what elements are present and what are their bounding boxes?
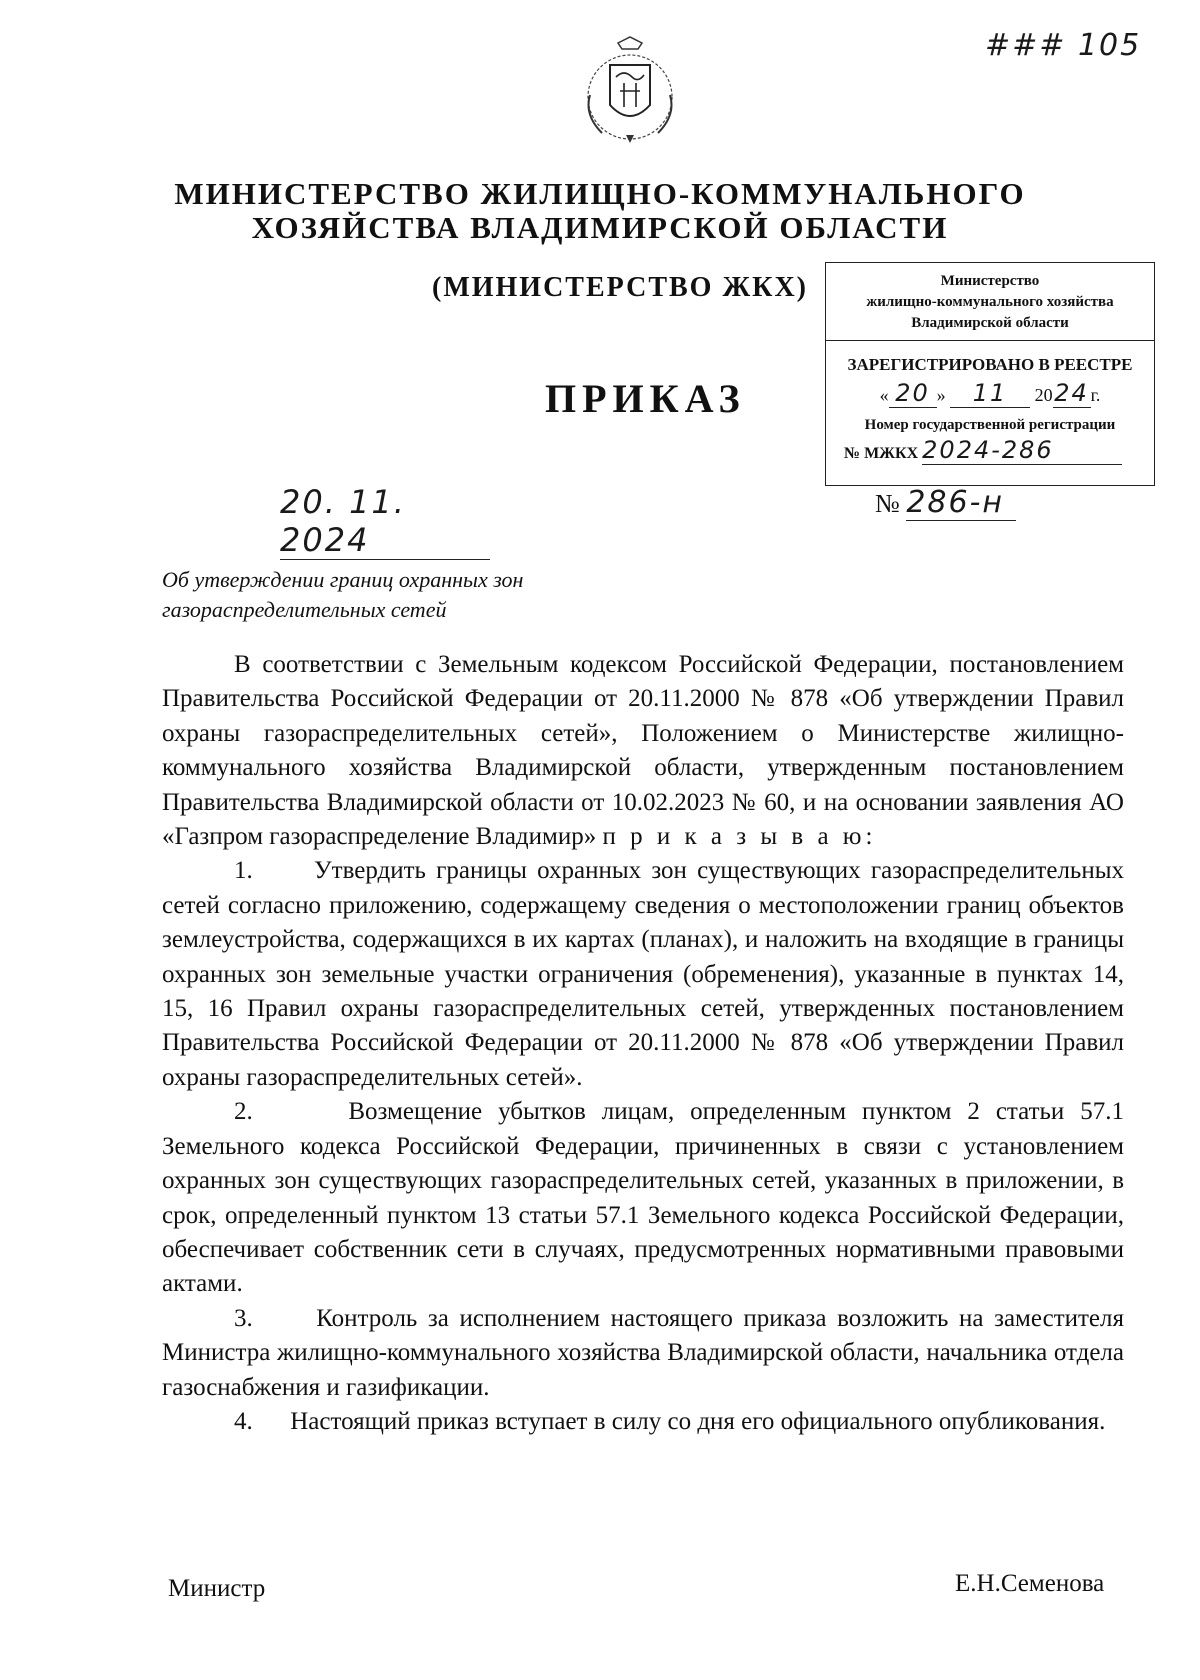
item-number: 3. bbox=[234, 1304, 253, 1332]
ministry-name-line1: МИНИСТЕРСТВО ЖИЛИЩНО-КОММУНАЛЬНОГО bbox=[174, 176, 1026, 211]
signatory-name: Е.Н.Семенова bbox=[955, 1570, 1105, 1597]
order-body bbox=[162, 648, 1124, 1439]
stamp-year-unit: г. bbox=[1090, 385, 1101, 405]
stamp-registered-label: ЗАРЕГИСТРИРОВАНО В РЕЕСТРЕ bbox=[847, 355, 1133, 374]
stamp-month: 11 bbox=[950, 379, 1030, 408]
stamp-reg-number-label: Номер государственной регистрации bbox=[864, 417, 1116, 433]
preamble-text: В соответствии с Земельным кодексом Российской Федерации, постановлением Правительства Российской Федерации от 20.11.2000 № 878 «Об утверждении Правил охраны газораспределительных сетей», Положением о Министерстве жилищно-коммунального хозяйства Владимирской области, утвержденным постановлением Правительства Владимирской области от 10.02.2023 № 60, и на основании заявления АО «Газпром газораспределение Владимир» bbox=[162, 651, 1124, 851]
stamp-org-line: жилищно-коммунального хозяйства bbox=[866, 294, 1114, 310]
document-number-mark: ### 105 bbox=[985, 28, 1142, 63]
ministry-name-line2: ХОЗЯЙСТВА ВЛАДИМИРСКОЙ ОБЛАСТИ bbox=[251, 210, 949, 245]
registration-stamp bbox=[825, 262, 1155, 486]
item-number: 1. bbox=[234, 857, 253, 885]
subject-line: газораспределительных сетей bbox=[162, 597, 447, 622]
item-number: 4. bbox=[234, 1407, 253, 1435]
preamble-paragraph bbox=[162, 648, 1124, 854]
stamp-reg-number-line bbox=[844, 436, 1154, 465]
stamp-year-prefix: 20 bbox=[1034, 385, 1053, 405]
order-item bbox=[162, 1405, 1124, 1439]
order-item bbox=[162, 1302, 1124, 1405]
stamp-reg-number-prefix: № МЖКХ bbox=[844, 445, 919, 462]
stamp-organization bbox=[826, 263, 1154, 341]
item-text: Утвердить границы охранных зон существующих газораспределительных сетей согласно приложению, содержащему сведения о местоположении границ объектов землеустройства, содержащихся в их картах (планах), и наложить на входящие в границы охранных зон земельные участки ограничения (обременения), указанные в пунктах 14, 15, 16 Правил охраны газораспределительных сетей, утвержденных постановлением Правительства Российской Федерации от 20.11.2000 № 878 «Об утверждении Правил охраны газораспределительных сетей». bbox=[162, 857, 1124, 1091]
order-number-line bbox=[875, 485, 1016, 521]
item-number: 2. bbox=[234, 1098, 253, 1126]
order-number: 286-н bbox=[906, 485, 1016, 521]
item-text: Возмещение убытков лицам, определенным пунктом 2 статьи 57.1 Земельного кодекса Российской Федерации, причиненных в связи с установлением охранных зон существующих газораспределительных сетей, указанных в приложении, в срок, определенный пунктом 13 статьи 57.1 Земельного кодекса Российской Федерации, обеспечивает собственник сети в случаях, предусмотренных нормативными правовыми актами. bbox=[162, 1098, 1124, 1298]
order-item bbox=[162, 1095, 1124, 1301]
stamp-reg-number: 2024-286 bbox=[922, 436, 1122, 465]
order-date: 20. 11. 2024 bbox=[280, 483, 490, 560]
document-type-title: ПРИКАЗ bbox=[545, 376, 746, 421]
order-item bbox=[162, 854, 1124, 1095]
stamp-year-suffix: 24 bbox=[1054, 379, 1089, 407]
item-text: Контроль за исполнением настоящего приказа возложить на заместителя Министра жилищно-коммунального хозяйства Владимирской области, начальника отдела газоснабжения и газификации. bbox=[162, 1304, 1124, 1401]
command-word: п р и к а з ы в а ю: bbox=[602, 823, 877, 851]
item-text: Настоящий приказ вступает в силу со дня его официального опубликования. bbox=[290, 1407, 1106, 1435]
order-subject bbox=[162, 565, 523, 625]
signatory-title: Министр bbox=[168, 1575, 266, 1602]
stamp-date-line: « 20 » 11 2024г. bbox=[879, 379, 1101, 407]
ministry-abbreviation: (МИНИСТЕРСТВО ЖКХ) bbox=[432, 272, 808, 303]
subject-line: Об утверждении границ охранных зон bbox=[162, 567, 524, 592]
stamp-org-line: Владимирской области bbox=[911, 315, 1069, 331]
stamp-org-line: Министерство bbox=[940, 273, 1040, 289]
order-number-prefix: № bbox=[875, 489, 900, 518]
coat-of-arms-emblem bbox=[580, 35, 680, 145]
stamp-day: 20 bbox=[889, 379, 937, 408]
